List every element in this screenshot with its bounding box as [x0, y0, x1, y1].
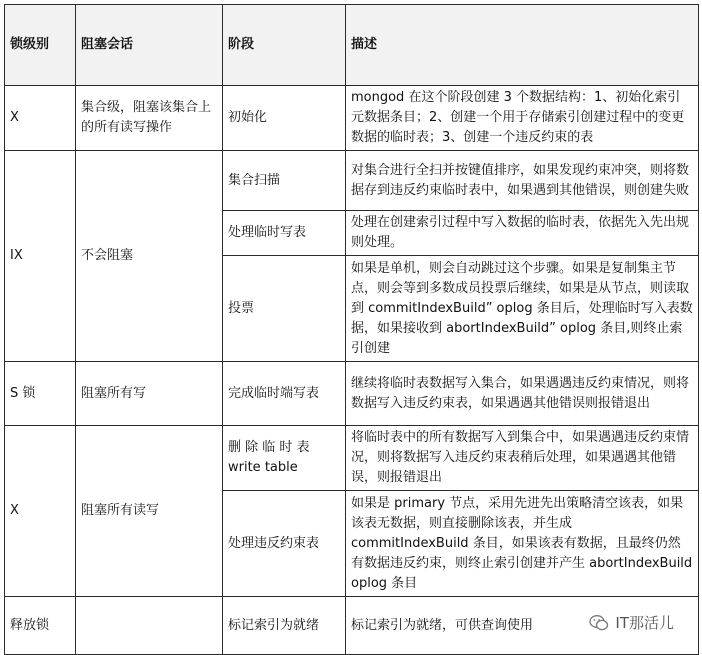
blocked-session-cell: 阻塞所有写: [76, 362, 223, 426]
header-phase: 阶段: [223, 5, 346, 86]
lock-level-cell: S 锁: [5, 362, 76, 426]
table-row: [5, 362, 699, 426]
watermark: [585, 612, 678, 633]
description-cell: 处理在创建索引过程中写入数据的临时表，依据先入先出规则处理。: [346, 211, 699, 256]
table-row: [5, 426, 699, 491]
header-lock-level: 锁级别: [5, 5, 76, 86]
description-cell: 继续将临时表数据写入集合，如果遇遇违反约束情况，则将数据写入违反约束表，如果遇遇其他错误则报错退出: [346, 362, 699, 426]
lock-level-cell: X: [5, 86, 76, 151]
wechat-icon: [589, 614, 609, 632]
header-description: 描述: [346, 5, 699, 86]
phase-cell: 初始化: [223, 86, 346, 151]
lock-level-cell: X: [5, 426, 76, 597]
description-cell: 如果是 primary 节点，采用先进先出策略清空该表，如果该表无数据，则直接删除该表，并生成 commitIndexBuild 条目，如果该表有数据，且最终仍然有数据违反约束，则终止索引创建并产生 abortIndexBuild oplog 条目: [346, 491, 699, 597]
blocked-session-cell: 不会阻塞: [76, 151, 223, 362]
lock-level-cell: 释放锁: [5, 597, 76, 655]
header-blocked-session: 阻塞会话: [76, 5, 223, 86]
lock-level-cell: IX: [5, 151, 76, 362]
phase-cell: 完成临时端写表: [223, 362, 346, 426]
phase-cell: 删 除 临 时 表 write table: [223, 426, 346, 491]
phase-cell: 处理临时写表: [223, 211, 346, 256]
index-build-lock-table: [4, 4, 699, 655]
phase-cell: 投票: [223, 256, 346, 362]
watermark-text: IT那活儿: [615, 614, 674, 632]
blocked-session-cell: [76, 597, 223, 655]
blocked-session-cell: 阻塞所有读写: [76, 426, 223, 597]
description-cell: 如果是单机，则会自动跳过这个步骤。如果是复制集主节点，则会等到多数成员投票后继续，如果是从节点，则读取到 commitIndexBuild” oplog 条目后，处理临时写入表数据，如果接收到 abortIndexBuild” oplog 条目,则终止索引创建: [346, 256, 699, 362]
blocked-session-cell: 集合级，阻塞该集合上的所有读写操作: [76, 86, 223, 151]
description-cell: 对集合进行全扫并按键值排序，如果发现约束冲突，则将数据存到违反约束临时表中，如果遇到其他错误，则创建失败: [346, 151, 699, 211]
phase-cell: 集合扫描: [223, 151, 346, 211]
header-row: [5, 5, 699, 86]
description-cell: 将临时表中的所有数据写入到集合中，如果遇遇违反约束情况，则将数据写入违反约束表稍后处理，如果遇遇其他错误，则报错退出: [346, 426, 699, 491]
table-row: [5, 86, 699, 151]
description-cell: mongod 在这个阶段创建 3 个数据结构：1、初始化索引元数据条目；2、创建一个用于存储索引创建过程中的变更数据的临时表；3、创建一个违反约束的表: [346, 86, 699, 151]
table-row: [5, 151, 699, 211]
phase-cell: 处理违反约束表: [223, 491, 346, 597]
phase-cell: 标记索引为就绪: [223, 597, 346, 655]
description-cell: 标记索引为就绪，可供查询使用: [346, 597, 699, 655]
